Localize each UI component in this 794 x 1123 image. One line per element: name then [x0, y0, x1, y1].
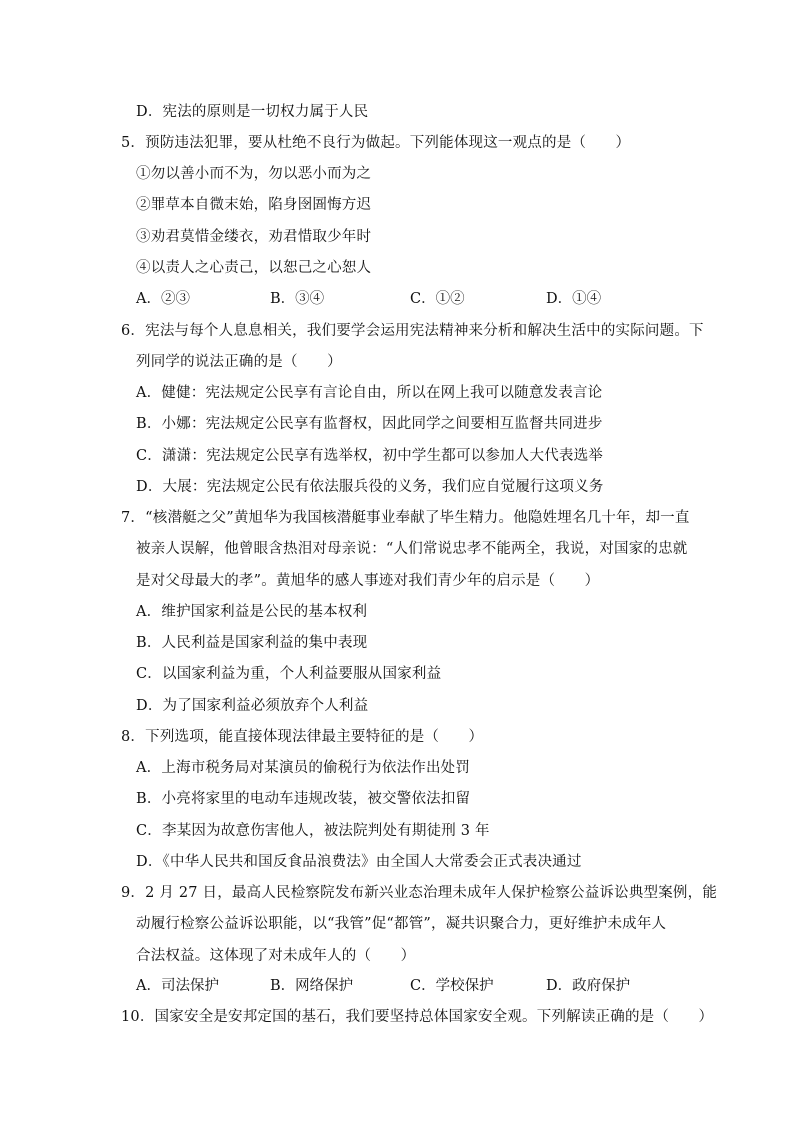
q6-option-a[interactable]: A．健健：宪法规定公民享有言论自由，所以在网上我可以随意发表言论 — [136, 385, 603, 401]
q5-item: ④以责人之心责己，以恕己之心恕人 — [136, 260, 372, 276]
q9-stem-line: 9．2 月 27 日，最高人民检察院发布新兴业态治理未成年人保护检察公益诉讼典型案例，能 — [121, 885, 718, 901]
q5-item: ③劝君莫惜金缕衣，劝君惜取少年时 — [136, 229, 372, 245]
q5-item: ①勿以善小而不为，勿以恶小而为之 — [136, 166, 372, 182]
q7-stem-line: 被亲人误解，他曾眼含热泪对母亲说：“人们常说忠孝不能两全，我说，对国家的忠就 — [136, 541, 688, 557]
q7-stem-line: 是对父母最大的孝”。黄旭华的感人事迹对我们青少年的启示是（ ） — [136, 573, 600, 589]
q5-item: ②罪草本自微末始，陷身囹圄悔方迟 — [136, 197, 372, 213]
q7-stem-line: 7．“核潜艇之父”黄旭华为我国核潜艇事业奉献了毕生精力。他隐姓埋名几十年，却一直 — [121, 510, 690, 526]
q6-option-c[interactable]: C．潇潇：宪法规定公民享有选举权，初中学生都可以参加人大代表选举 — [136, 448, 603, 464]
q5-stem: 5．预防违法犯罪，要从杜绝不良行为做起。下列能体现这一观点的是（ ） — [121, 135, 631, 151]
q4-option-d: D．宪法的原则是一切权力属于人民 — [136, 104, 369, 120]
q5-option-c[interactable]: C．①② — [410, 291, 465, 307]
q8-stem: 8．下列选项，能直接体现法律最主要特征的是（ ） — [121, 729, 484, 745]
q7-option-c[interactable]: C．以国家利益为重，个人利益要服从国家利益 — [136, 666, 442, 682]
q9-option-c[interactable]: C．学校保护 — [410, 978, 494, 994]
q7-option-b[interactable]: B．人民利益是国家利益的集中表现 — [136, 635, 368, 651]
q10-stem: 10．国家安全是安邦定国的基石，我们要坚持总体国家安全观。下列解读正确的是（ ） — [121, 1009, 714, 1025]
q6-option-d[interactable]: D．大展：宪法规定公民有依法服兵役的义务，我们应自觉履行这项义务 — [136, 479, 604, 495]
q6-stem-line: 6．宪法与每个人息息相关，我们要学会运用宪法精神来分析和解决生活中的实际问题。下 — [121, 323, 704, 339]
q5-option-d[interactable]: D．①④ — [546, 291, 602, 307]
q8-option-b[interactable]: B．小亮将家里的电动车违规改装，被交警依法扣留 — [136, 791, 471, 807]
q9-option-a[interactable]: A．司法保护 — [136, 978, 219, 994]
q6-stem-line: 列同学的说法正确的是（ ） — [136, 354, 342, 370]
q8-option-a[interactable]: A．上海市税务局对某演员的偷税行为依法作出处罚 — [136, 760, 471, 776]
q5-option-b[interactable]: B．③④ — [270, 291, 325, 307]
q8-option-d[interactable]: D．《中华人民共和国反食品浪费法》由全国人大常委会正式表决通过 — [136, 854, 582, 870]
q9-stem-line: 合法权益。这体现了对未成年人的（ ） — [136, 948, 416, 964]
q5-option-a[interactable]: A．②③ — [136, 291, 190, 307]
q6-option-b[interactable]: B．小娜：宪法规定公民享有监督权，因此同学之间要相互监督共同进步 — [136, 416, 603, 432]
q9-stem-line: 动履行检察公益诉讼职能，以“我管”促“都管”，凝共识聚合力，更好维护未成年人 — [136, 916, 667, 932]
q7-option-a[interactable]: A．维护国家利益是公民的基本权利 — [136, 604, 368, 620]
q9-option-b[interactable]: B．网络保护 — [270, 978, 354, 994]
q9-option-d[interactable]: D．政府保护 — [546, 978, 631, 994]
q8-option-c[interactable]: C．李某因为故意伤害他人，被法院判处有期徒刑 3 年 — [136, 823, 490, 839]
q7-option-d[interactable]: D．为了国家利益必须放弃个人利益 — [136, 698, 369, 714]
